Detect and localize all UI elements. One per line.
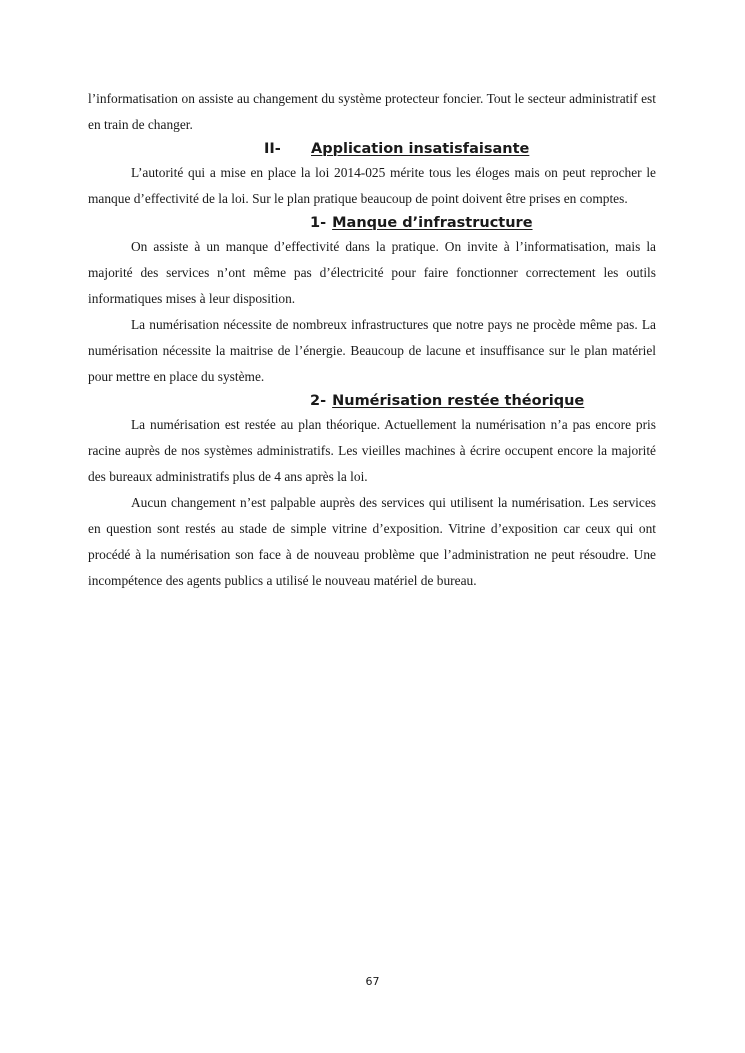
subsection-2-heading bbox=[88, 390, 656, 412]
subsection-2-number: 2- bbox=[310, 393, 327, 409]
subsection-1-title: Manque d’infrastructure bbox=[332, 215, 533, 231]
subsection-2-paragraph-2: Aucun changement n’est palpable auprès des services qui utilisent la numérisation. Les services en question sont restés au stade de simple vitrine d’exposition. Vitrine d’exposition car ceux qui ont procédé à la numérisation son face à de nouveau problème que l’administration ne peut résoudre. Une incompétence des agents publics a utilisé le nouveau matériel de bureau. bbox=[88, 495, 656, 588]
subsection-1-paragraph-1: On assiste à un manque d’effectivité dans la pratique. On invite à l’informatisation, mais la majorité des services n’ont même pas d’électricité pour faire fonctionner correctement les outils informatiques mises à leur disposition. bbox=[88, 239, 656, 306]
document-page bbox=[88, 86, 656, 594]
intro-paragraph: l’informatisation on assiste au changement du système protecteur foncier. Tout le secteur administratif est en train de changer. bbox=[88, 91, 656, 132]
subsection-1-heading bbox=[88, 212, 656, 234]
page-number: 67 bbox=[365, 975, 380, 988]
subsection-2-title: Numérisation restée théorique bbox=[332, 393, 585, 409]
section-number: II- bbox=[264, 141, 281, 157]
subsection-2-paragraph-1: La numérisation est restée au plan théorique. Actuellement la numérisation n’a pas encore pris racine auprès de nos systèmes administratifs. Les vieilles machines à écrire occupent encore la majorité des bureaux administratifs plus de 4 ans après la loi. bbox=[88, 417, 656, 484]
section-heading bbox=[88, 138, 656, 160]
subsection-1-number: 1- bbox=[310, 215, 327, 231]
subsection-1-paragraph-2: La numérisation nécessite de nombreux infrastructures que notre pays ne procède même pas. La numérisation nécessite la maitrise de l’énergie. Beaucoup de lacune et insuffisance sur le plan matériel pour mettre en place du système. bbox=[88, 317, 656, 384]
section-title: Application insatisfaisante bbox=[311, 141, 530, 157]
section-paragraph: L’autorité qui a mise en place la loi 2014-025 mérite tous les éloges mais on peut reprocher le manque d’effectivité de la loi. Sur le plan pratique beaucoup de point doivent être prises en comptes. bbox=[88, 165, 656, 206]
